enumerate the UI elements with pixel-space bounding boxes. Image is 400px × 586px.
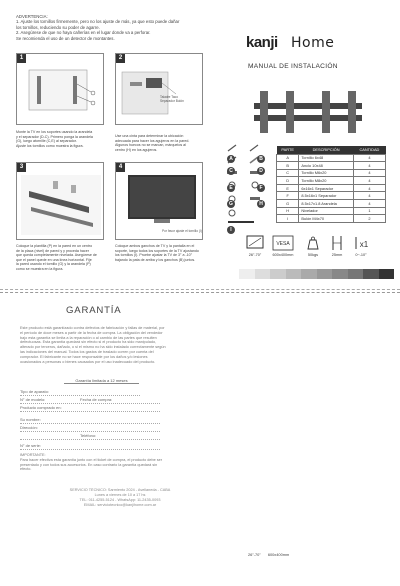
tilt-badge: x1 (359, 240, 369, 249)
important-line: presentado y con todos sus accesorios. En caso contrario la garantía quedará sin (20, 462, 158, 467)
brand-logo-part1: kanji (246, 34, 278, 51)
cell-quantity: 4 (353, 192, 385, 200)
table-row (277, 215, 386, 223)
step-4-caption (115, 244, 209, 262)
part-label-e: E (227, 184, 235, 192)
cell-description: 6x16x1 Separador (299, 184, 353, 192)
field-label: Su nombre: (20, 417, 41, 422)
step-2-panel (115, 53, 203, 125)
gray-swatch (224, 269, 239, 279)
cell-quantity: 4 (353, 169, 385, 177)
cell-part: B (277, 162, 299, 170)
cell-description: Anclo 10x48 (299, 162, 353, 170)
field-purchased-at[interactable] (20, 406, 160, 412)
table-row (277, 162, 386, 170)
field-serial[interactable] (20, 444, 160, 450)
caption-line: la pared usando el tornillo (G) y la arandela (P) (16, 262, 91, 267)
table-row (277, 200, 386, 208)
caption-line: Coloque ambos ganchos de TV y la pantalla en el (115, 244, 195, 248)
warranty-line: defectuosas. Esta garantía quedará sin efecto si el producto ha sido manipulado, (20, 340, 157, 345)
warning-line: 2. Asegúrese de que no haya cañerías en el lugar donde va a perforar. (16, 30, 151, 36)
gray-swatch (363, 269, 378, 279)
step-2-callout (160, 96, 184, 104)
col-part: PARTE (277, 146, 299, 154)
part-label-a: A (227, 155, 235, 163)
step-1-panel (16, 53, 104, 125)
parts-table (276, 146, 386, 223)
spec-value: 0~-10° (355, 253, 367, 257)
gray-swatch (348, 269, 363, 279)
form-heading: Garantía limitada a 12 meses (64, 378, 139, 384)
gray-swatch (255, 269, 270, 279)
cell-part: C (277, 169, 299, 177)
caption-line: Use una cinta para determinar la ubicación (115, 134, 184, 138)
spec-depth (326, 235, 348, 257)
caption-line: que el panel quede en una línea horizontal. Fije (16, 257, 92, 262)
caption-line: que queda completamente nivelada. Asegúrese de (16, 253, 97, 258)
step-3-illustration (17, 163, 105, 241)
service-line: EMAIL: serviciotecnico@kanjihome.com.ar (83, 503, 157, 507)
cell-description: Nivelador (299, 207, 353, 215)
spec-tilt (350, 235, 372, 257)
warranty-line: bajo esta garantía se limita a la reparación o al cambio de las partes que resulten (20, 335, 157, 340)
cell-description: Bulón M4x70 (299, 215, 353, 223)
part-label-b: B (257, 155, 265, 163)
warranty-text (20, 326, 220, 364)
important-line: IMPORTANTE: (20, 453, 46, 457)
field-device-type[interactable] (20, 390, 140, 396)
cell-description: Tornillo 6x48 (299, 154, 353, 162)
cell-part: F (277, 192, 299, 200)
important-note (20, 453, 200, 472)
gray-scale-bar (224, 269, 394, 279)
service-line: TEL: 011-4255-5124 - WhatsApp: 11-2435-0093 (79, 498, 161, 502)
field-label-right: Teléfono: (80, 433, 97, 438)
vesa-icon (272, 235, 294, 251)
cell-description: 8.5x16x1 Separador (299, 192, 353, 200)
cut-line (0, 289, 400, 290)
cell-quantity: 4 (353, 200, 385, 208)
bracket-illustration (250, 85, 366, 137)
caption-line: soporte, luego todos los soportes de la TV ajustando (115, 248, 199, 253)
step-3-caption (16, 244, 110, 272)
caption-line: Algunos huecos no se marcan, márquelos al (115, 143, 186, 148)
table-row (277, 177, 386, 185)
important-line: efecto. (20, 467, 32, 472)
cell-part: H (277, 207, 299, 215)
callout-line: Separador Bulón (160, 98, 184, 103)
brand-logo-part2: Home (291, 35, 335, 51)
parts-table-header (277, 146, 386, 154)
cell-quantity: 4 (353, 184, 385, 192)
part-label-d: D (257, 167, 265, 175)
cell-part: D (277, 177, 299, 185)
step-1-caption (16, 130, 110, 148)
caption-line: y el separador (D-C). Primero ponga la arandela (16, 134, 93, 139)
spec-weight (302, 235, 324, 257)
cell-description: 8.5x17x1.8 Arandela (299, 200, 353, 208)
vesa-badge: VESA (276, 241, 290, 247)
caption-line: centro (H) en los agujeros. (115, 147, 158, 152)
gray-swatch (332, 269, 347, 279)
table-row (277, 192, 386, 200)
warranty-line: Este producto está garantizado contra defectos de fabricación y fallas de material, por (20, 326, 165, 330)
field-model-number[interactable] (20, 398, 160, 404)
warranty-page (0, 292, 400, 586)
warning-line: los tornillos, reduciendo su poder de agarre. (16, 24, 100, 30)
gray-swatch (301, 269, 316, 279)
footer-specs (248, 552, 295, 557)
step-4-panel (115, 162, 203, 240)
field-label-right: Fecha de compra: (80, 397, 113, 402)
field-label: N° de modelo: (20, 397, 46, 402)
part-label-c: C (227, 167, 235, 175)
caption-line: adecuada para hacer los agujeros en la pared. (115, 138, 190, 143)
step-number: 2 (116, 54, 125, 63)
caption-line: Ajuste los tornillos como muestra la figura. (16, 143, 84, 148)
gray-swatch (379, 269, 394, 279)
warranty-title: GARANTÍA (66, 305, 122, 316)
cell-quantity: 1 (353, 207, 385, 215)
step-number: 1 (17, 54, 26, 63)
manual-title: MANUAL DE INSTALACIÓN (248, 63, 338, 70)
gray-swatch (317, 269, 332, 279)
field-label: Tipo de aparato: (20, 389, 49, 394)
step-number: 3 (17, 163, 26, 172)
field-address[interactable] (20, 426, 160, 432)
warning-title: ADVERTENCIA: (16, 14, 48, 19)
footer-size: 26"-70" (248, 552, 261, 557)
footer-vesa: 600x400mm (267, 552, 290, 557)
tilt-icon (352, 235, 370, 251)
service-line: SERVICIO TÉCNICO: Sarmiento 2024 - Avellaneda - CABA (69, 488, 171, 492)
spec-value: 25mm (331, 253, 343, 257)
warranty-line: comprador. El fabricante no se hace responsable por los daños y/o lesiones (20, 354, 148, 359)
col-quantity: CANTIDAD (353, 146, 385, 154)
step-2-illustration (116, 54, 204, 126)
caption-line: Monte la TV en los soportes usando la arandela (16, 130, 93, 134)
cell-part: E (277, 184, 299, 192)
field-label: Producto comprado en: (20, 405, 62, 410)
depth-icon (328, 235, 346, 251)
cell-quantity: 4 (353, 154, 385, 162)
warranty-line: ocasionados a personas o bienes causados por el uso inadecuado del producto. (20, 359, 156, 364)
step-3-panel (16, 162, 104, 240)
step-number: 4 (116, 163, 125, 172)
weight-icon (304, 235, 322, 251)
part-label-i: I (227, 226, 235, 234)
step-2-caption (115, 134, 209, 152)
caption-line: como se muestra en la figura. (16, 266, 64, 271)
important-line: Para hacer efectiva esta garantía junto con el ticket de compra, el producto debe ser (20, 457, 163, 462)
gray-swatch (270, 269, 285, 279)
field-phone[interactable] (20, 434, 160, 440)
caption-line: de la placa (nivel) de pared y y proceda hacer (16, 248, 89, 253)
field-label: N° de serie: (20, 443, 41, 448)
manual-front-page (0, 0, 400, 288)
table-row (277, 169, 386, 177)
caption-line: Coloque la plantilla (P) en la pared en un centro (16, 244, 93, 248)
spec-value: 600x400mm (272, 253, 294, 257)
tv-size-icon (246, 235, 264, 251)
service-line: Lunes a viernes de 10 a 17 hs (94, 493, 146, 497)
cell-quantity: 4 (353, 162, 385, 170)
col-description: DESCRIPCIÓN (299, 146, 353, 154)
table-row (277, 184, 386, 192)
service-info (40, 488, 200, 508)
step-1-illustration (17, 54, 105, 126)
step-4-callout: Por favor ajuste el tornillo (I) (162, 229, 202, 233)
spec-vesa (268, 235, 298, 257)
part-label-h: H (257, 200, 265, 208)
table-row (277, 154, 386, 162)
warning-block (16, 14, 202, 41)
warning-line: Se recomienda el uso de un detector de montantes. (16, 35, 115, 41)
part-label-g: G (227, 200, 235, 208)
callout-line: Taladre Taco (160, 95, 179, 99)
field-name[interactable] (20, 418, 160, 424)
part-label-f: F (257, 184, 265, 192)
spec-tv-size (244, 235, 266, 257)
gray-swatch (286, 269, 301, 279)
field-label: Dirección: (20, 425, 38, 430)
warranty-line: el período de doce meses a partir de la fecha de compra. La obligación del vendedor (20, 330, 163, 335)
warranty-line: las indicaciones del manual. Todos los gastos de traslado corren por cuenta del (20, 349, 154, 354)
cell-part: I (277, 215, 299, 223)
cell-part: A (277, 154, 299, 162)
spec-value: 50kgs (307, 253, 319, 257)
cell-part: G (277, 200, 299, 208)
caption-line: (G), luego atornille (C,E) al separador. (16, 139, 77, 144)
warranty-line: alterado por terceros, dañado, o si el mismo no ha sido instalado correctamente según (20, 345, 166, 350)
cell-description: Tornillo M6x20 (299, 169, 353, 177)
cell-quantity: 4 (353, 177, 385, 185)
cell-description: Tornillo M8x20 (299, 177, 353, 185)
spec-value: 26"-70" (248, 253, 262, 257)
brand-logo (246, 34, 386, 52)
cell-quantity: 2 (353, 215, 385, 223)
gray-swatch (239, 269, 254, 279)
warning-line: 1. Ajuste los tornillos firmemente, pero no los ajuste de más, ya que esto puede dañar (16, 19, 180, 25)
caption-line: los tornillos (I). Pruebe ajustar la TV de 3° a -10° (115, 253, 193, 258)
table-row (277, 207, 386, 215)
caption-line: bajando la pata de arriba y los ganchos (B) juntos. (115, 257, 196, 262)
